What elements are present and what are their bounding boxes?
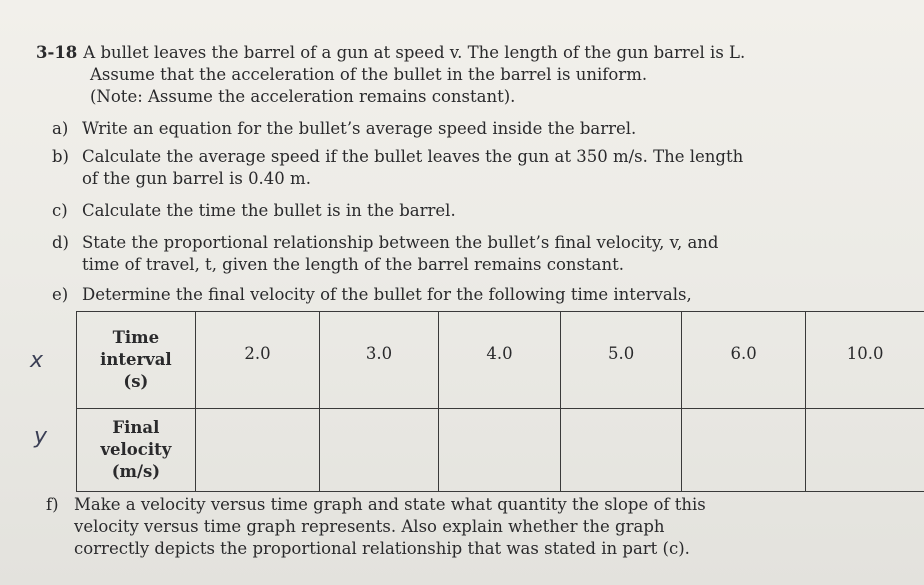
part-d-label: d): [52, 233, 69, 252]
time-cell: 2.0: [195, 312, 320, 409]
part-a: [52, 118, 636, 140]
part-d: [52, 232, 718, 254]
header-line: Final: [112, 418, 160, 437]
time-interval-header: [77, 312, 196, 409]
part-b: [52, 146, 743, 168]
time-cell: 5.0: [561, 312, 682, 409]
part-e: [52, 284, 692, 306]
handwritten-x-mark: x: [30, 348, 44, 373]
part-a-label: a): [52, 119, 69, 138]
part-c: [52, 200, 456, 222]
question-line-2: Assume that the acceleration of the bullet in the barrel is uniform.: [90, 65, 648, 84]
header-line: interval: [100, 350, 172, 369]
question-line-1: A bullet leaves the barrel of a gun at speed v. The length of the gun barrel is L.: [83, 43, 746, 62]
time-interval-row: [77, 312, 924, 409]
part-d-text-2: time of travel, t, given the length of the barrel remains constant.: [82, 255, 624, 274]
velocity-cell: [681, 409, 806, 492]
part-f-text-1: Make a velocity versus time graph and state what quantity the slope of this: [74, 495, 706, 514]
final-velocity-row: [77, 409, 924, 492]
question-line-3: (Note: Assume the acceleration remains constant).: [90, 87, 516, 106]
part-b-text-1: Calculate the average speed if the bullet leaves the gun at 350 m/s. The length: [82, 147, 744, 166]
part-b-text-2: of the gun barrel is 0.40 m.: [82, 169, 311, 188]
part-f-label: f): [46, 495, 59, 514]
part-b-label: b): [52, 147, 69, 166]
header-line: velocity: [100, 440, 172, 459]
time-cell: 6.0: [681, 312, 806, 409]
part-a-text: Write an equation for the bullet’s average speed inside the barrel.: [82, 119, 637, 138]
final-velocity-header: [77, 409, 196, 492]
header-line: (s): [123, 372, 149, 391]
time-cell: 4.0: [438, 312, 561, 409]
part-f-text-3: correctly depicts the proportional relationship that was stated in part (c).: [74, 539, 690, 558]
time-cell: 3.0: [320, 312, 439, 409]
velocity-cell: [438, 409, 561, 492]
time-velocity-table: [76, 311, 924, 492]
time-cell: 10.0: [806, 312, 924, 409]
part-f-text-2: velocity versus time graph represents. Also explain whether the graph: [74, 517, 665, 536]
part-c-label: c): [52, 201, 68, 220]
velocity-cell: [561, 409, 682, 492]
part-e-label: e): [52, 285, 69, 304]
handwritten-y-mark: y: [34, 424, 48, 449]
velocity-cell: [806, 409, 924, 492]
question-number: 3-18: [36, 43, 78, 62]
header-line: (m/s): [111, 462, 161, 481]
header-line: Time: [112, 328, 160, 347]
velocity-cell: [320, 409, 439, 492]
part-e-text: Determine the final velocity of the bullet for the following time intervals,: [82, 285, 692, 304]
part-c-text: Calculate the time the bullet is in the barrel.: [82, 201, 456, 220]
question-header: [36, 42, 745, 64]
velocity-cell: [195, 409, 320, 492]
part-d-text-1: State the proportional relationship between the bullet’s final velocity, v, and: [82, 233, 719, 252]
part-f: [46, 494, 706, 560]
